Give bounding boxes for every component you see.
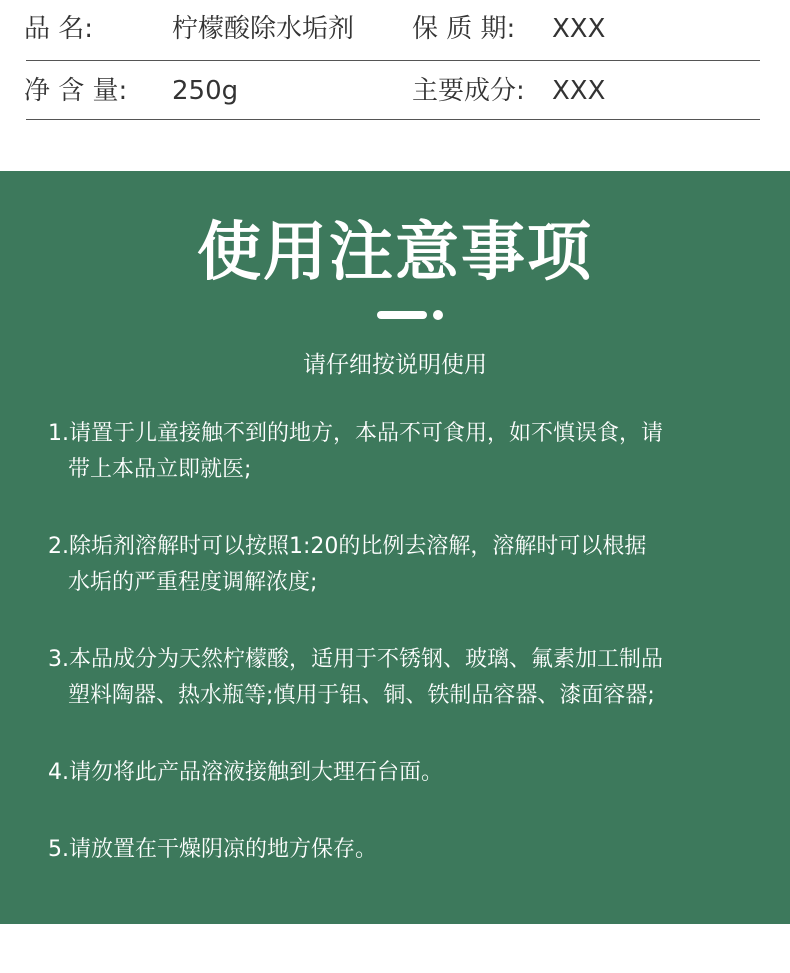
notice-item-2 xyxy=(48,529,748,601)
product-spec-table xyxy=(0,0,790,125)
spec-divider-line xyxy=(26,119,760,120)
notice-item-3 xyxy=(48,642,748,714)
notice-item-line: 塑料陶器、热水瓶等;慎用于铝、铜、铁制品容器、漆面容器; xyxy=(68,683,655,708)
spec-label-ingredients: 主要成分: xyxy=(412,76,525,106)
spec-row-name-shelf-life xyxy=(0,0,790,60)
spec-label-shelf-life: 保 质 期: xyxy=(412,14,516,44)
notice-item-1 xyxy=(48,416,748,488)
spec-divider-line xyxy=(26,60,760,61)
notice-item-4 xyxy=(48,755,748,791)
notice-item-line: 3.本品成分为天然柠檬酸，适用于不锈钢、玻璃、氟素加工制品 xyxy=(48,647,663,672)
notice-item-line: 2.除垢剂溶解时可以按照1:20的比例去溶解，溶解时可以根据 xyxy=(48,534,647,559)
spec-row-weight-ingredients xyxy=(0,62,790,122)
notice-item-line: 1.请置于儿童接触不到的地方，本品不可食用，如不慎误食，请 xyxy=(48,421,663,446)
spec-value-shelf-life: XXX xyxy=(552,14,606,44)
title-underline-dot xyxy=(433,310,443,320)
spec-label-product-name: 品 名: xyxy=(24,14,94,44)
notice-item-line: 带上本品立即就医; xyxy=(68,457,252,482)
usage-notice-panel xyxy=(0,171,790,924)
title-underline-bar xyxy=(377,311,427,319)
spec-value-product-name: 柠檬酸除水垢剂 xyxy=(172,14,355,44)
spec-value-ingredients: XXX xyxy=(552,76,606,106)
notice-title: 使用注意事项 xyxy=(197,216,593,290)
notice-item-line: 水垢的严重程度调解浓度; xyxy=(68,570,318,595)
notice-item-line: 5.请放置在干燥阴凉的地方保存。 xyxy=(48,837,377,862)
notice-subtitle: 请仔细按说明使用 xyxy=(303,352,487,378)
notice-item-5 xyxy=(48,832,748,868)
spec-value-net-weight: 250g xyxy=(172,76,239,106)
notice-item-line: 4.请勿将此产品溶液接触到大理石台面。 xyxy=(48,760,443,785)
spec-label-net-weight: 净 含 量: xyxy=(24,76,128,106)
